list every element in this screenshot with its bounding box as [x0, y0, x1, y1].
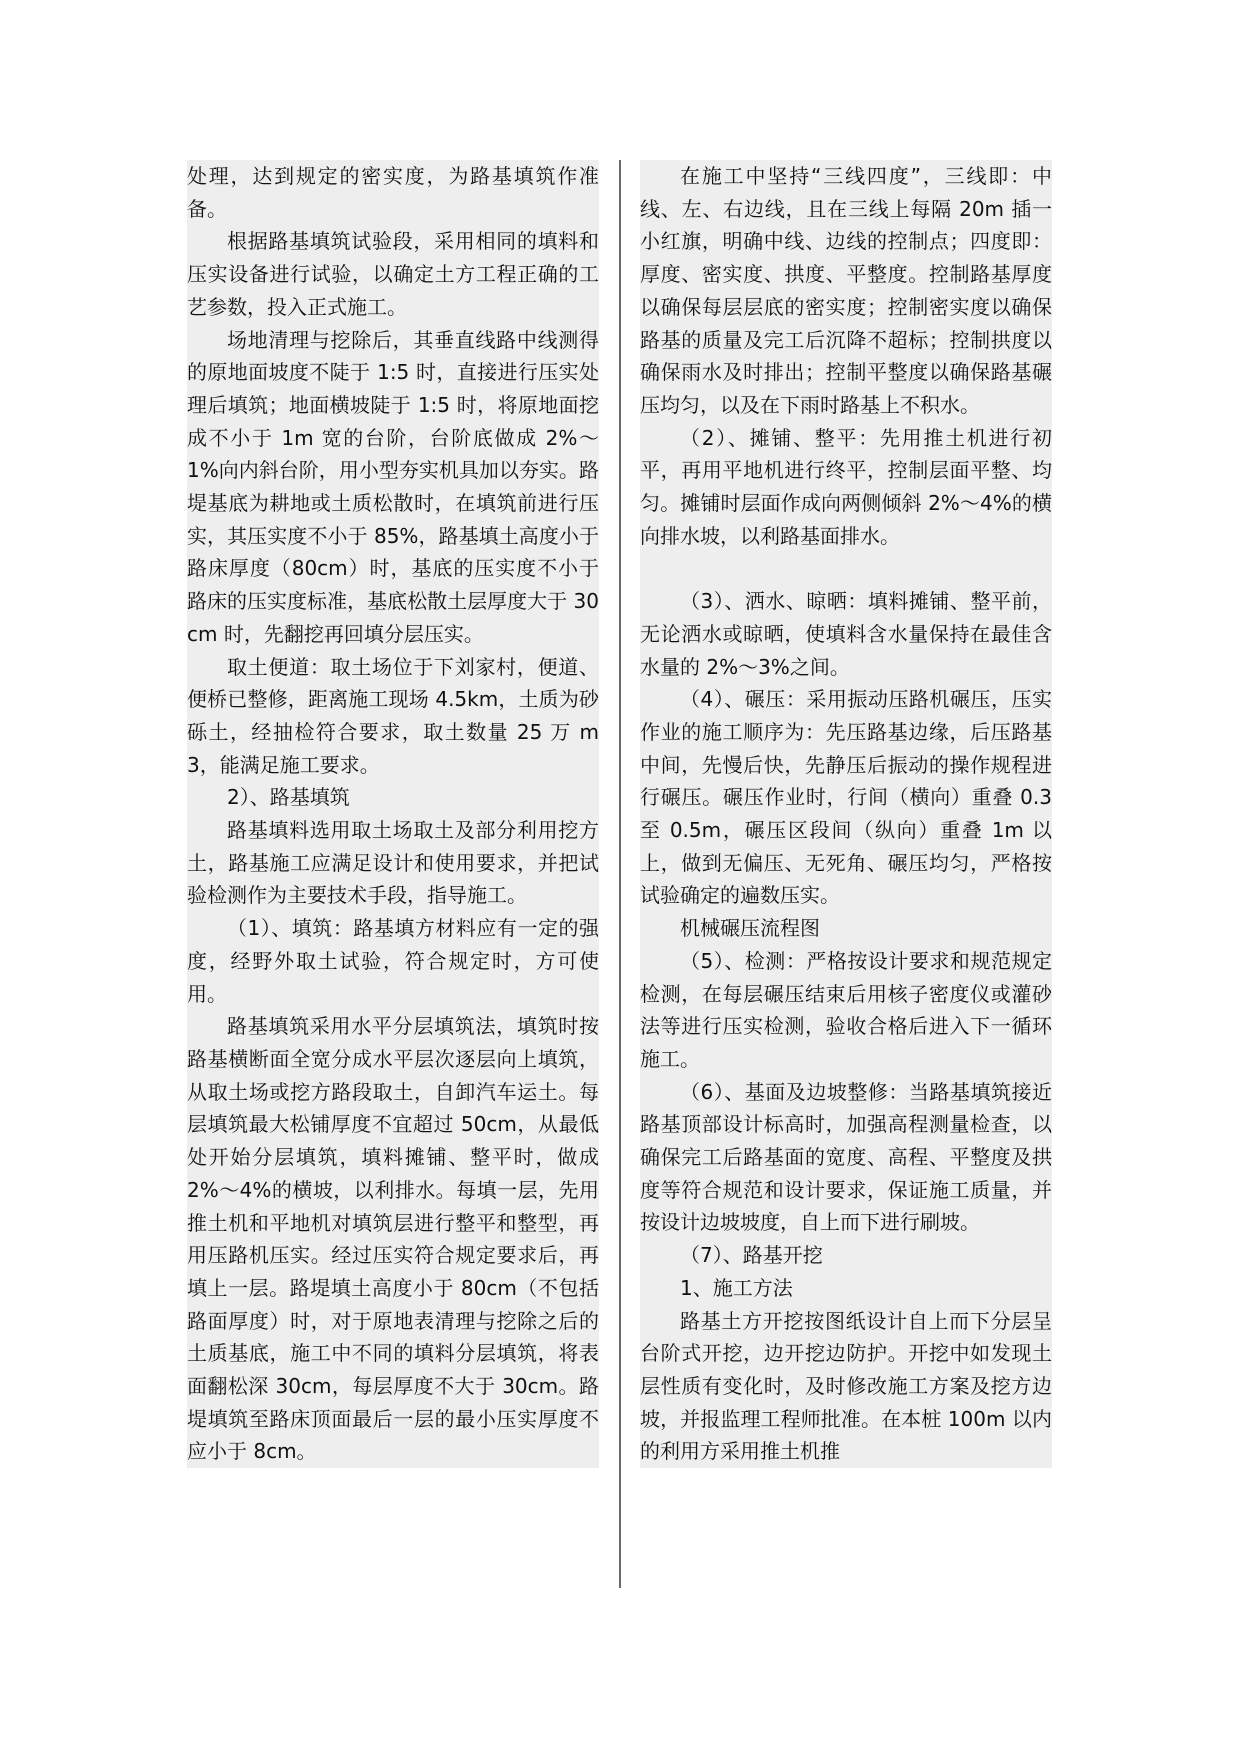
paragraph: （1）、填筑：路基填方材料应有一定的强度，经野外取土试验，符合规定时，方可使用。: [187, 912, 599, 1010]
paragraph: 场地清理与挖除后，其垂直线路中线测得的原地面坡度不陡于 1:5 时，直接进行压实处理后填筑；地面横坡陡于 1:5 时，将原地面挖成不小于 1m 宽的台阶，台阶底做成 2%～1%向内斜台阶，用小型夯实机具加以夯实。路堤基底为耕地或土质松散时，在填筑前进行压实，其压实度不小于 85%，路基填土高度小于路床厚度（80cm）时，基底的压实度不小于路床的压实度标准，基底松散土层厚度大于 30cm 时，先翻挖再回填分层压实。: [187, 324, 599, 651]
paragraph: 路基填筑采用水平分层填筑法，填筑时按路基横断面全宽分成水平层次逐层向上填筑，从取土场或挖方路段取土，自卸汽车运土。每层填筑最大松铺厚度不宜超过 50cm，从最低处开始分层填筑，填料摊铺、整平时，做成 2%～4%的横坡，以利排水。每填一层，先用推土机和平地机对填筑层进行整平和整型，再用压路机压实。经过压实符合规定要求后，再填上一层。路堤填土高度小于 80cm（不包括路面厚度）时，对于原地表清理与挖除之后的土质基底，施工中不同的填料分层填筑，将表面翻松深 30cm，每层厚度不大于 30cm。路堤填筑至路床顶面最后一层的最小压实厚度不应小于 8cm。: [187, 1010, 599, 1468]
paragraph: 在施工中坚持“三线四度”，三线即：中线、左、右边线，且在三线上每隔 20m 插一小红旗，明确中线、边线的控制点；四度即：厚度、密实度、拱度、平整度。控制路基厚度以确保每层层底的密实度；控制密实度以确保路基的质量及完工后沉降不超标；控制拱度以确保雨水及时排出；控制平整度以确保路基碾压均匀，以及在下雨时路基上不积水。: [640, 160, 1052, 422]
paragraph: 根据路基填筑试验段，采用相同的填料和压实设备进行试验，以确定土方工程正确的工艺参数，投入正式施工。: [187, 225, 599, 323]
left-text-column: [187, 160, 599, 1468]
paragraph: （4）、碾压：采用振动压路机碾压，压实作业的施工顺序为：先压路基边缘，后压路基中间，先慢后快，先静压后振动的操作规程进行碾压。碾压作业时，行间（横向）重叠 0.3 至 0.5m，碾压区段间（纵向）重叠 1m 以上，做到无偏压、无死角、碾压均匀，严格按试验确定的遍数压实。: [640, 683, 1052, 912]
column-divider: [619, 160, 621, 1588]
section-heading: （7）、路基开挖: [640, 1239, 1052, 1272]
subsection-heading: 1、施工方法: [640, 1272, 1052, 1305]
paragraph: （3）、洒水、晾晒：填料摊铺、整平前，无论洒水或晾晒，使填料含水量保持在最佳含水量的 2%～3%之间。: [640, 585, 1052, 683]
paragraph: （5）、检测：严格按设计要求和规范规定检测，在每层碾压结束后用核子密度仪或灌砂法等进行压实检测，验收合格后进入下一循环施工。: [640, 945, 1052, 1076]
paragraph: （6）、基面及边坡整修：当路基填筑接近路基顶部设计标高时，加强高程测量检查，以确保完工后路基面的宽度、高程、平整度及拱度等符合规范和设计要求，保证施工质量，并按设计边坡坡度，自上而下进行刷坡。: [640, 1076, 1052, 1240]
paragraph: 路基填料选用取土场取土及部分利用挖方土，路基施工应满足设计和使用要求，并把试验检测作为主要技术手段，指导施工。: [187, 814, 599, 912]
paragraph: 取土便道：取土场位于下刘家村，便道、便桥已整修，距离施工现场 4.5km，土质为砂砾土，经抽检符合要求，取土数量 25 万 m3，能满足施工要求。: [187, 651, 599, 782]
paragraph: （2）、摊铺、整平：先用推土机进行初平，再用平地机进行终平，控制层面平整、均匀。摊铺时层面作成向两侧倾斜 2%～4%的横向排水坡，以利路基面排水。: [640, 422, 1052, 553]
paragraph: 路基土方开挖按图纸设计自上而下分层呈台阶式开挖，边开挖边防护。开挖中如发现土层性质有变化时，及时修改施工方案及挖方边坡，并报监理工程师批准。在本桩 100m 以内的利用方采用推土机推: [640, 1305, 1052, 1469]
blank-line: [640, 552, 1052, 585]
figure-caption: 机械碾压流程图: [640, 912, 1052, 945]
section-heading: 2）、路基填筑: [187, 781, 599, 814]
paragraph: 处理，达到规定的密实度，为路基填筑作准备。: [187, 160, 599, 225]
right-text-column: [640, 160, 1052, 1468]
